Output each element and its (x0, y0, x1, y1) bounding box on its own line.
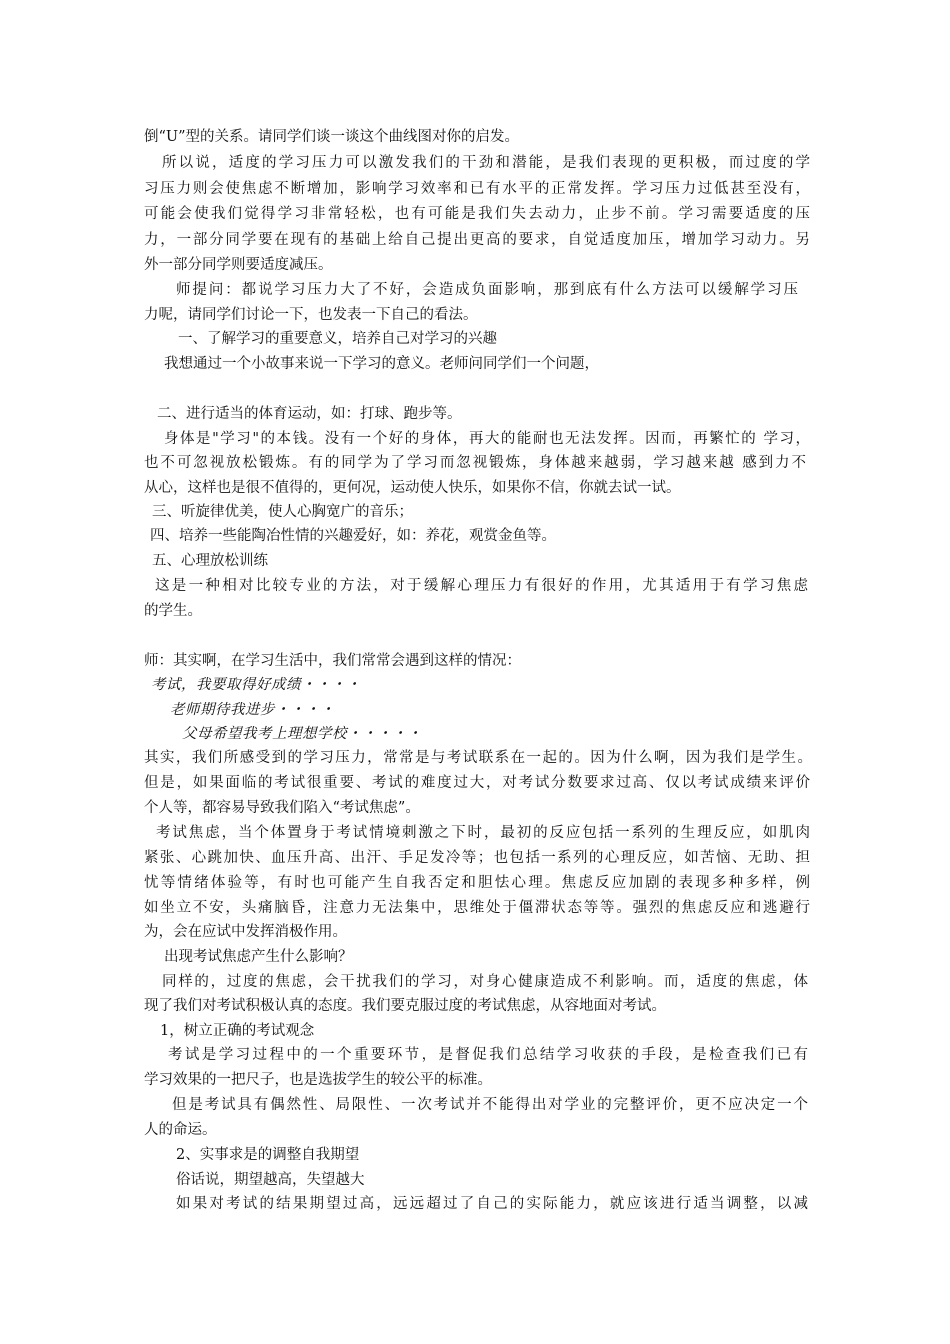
section-heading: 1，树立正确的考试观念 (160, 1023, 315, 1039)
text-line: 身体是"学习"的本钱。没有一个好的身体，再大的能耐也无法发挥。因而，再繁忙的 学习， (164, 431, 810, 447)
text-line: 的学生。 (144, 603, 202, 619)
text-line: 考试是学习过程中的一个重要环节，是督促我们总结学习收获的手段，是检查我们已有 (168, 1047, 808, 1063)
text-line: 力呢，请同学们讨论一下，也发表一下自己的看法。 (144, 307, 478, 323)
text-line: 人的命运。 (144, 1122, 217, 1138)
text-line: 如坐立不安，头痛脑昏，注意力无法集中，思维处于僵滞状态等等。强烈的焦虑反应和逃避行 (144, 900, 810, 916)
text-line: 这是一种相对比较专业的方法，对于缓解心理压力有很好的作用，尤其适用于有学习焦虑 (155, 578, 808, 594)
text-line: 忧等情绪体验等，有时也可能产生自我否定和胆怯心理。焦虑反应加剧的表现多种多样，例 (144, 875, 810, 891)
section-heading: 三、听旋律优美，使人心胸宽广的音乐； (152, 504, 413, 520)
quote-line: 老师期待我进步・・・・ (170, 702, 335, 718)
text-line: 其实，我们所感受到的学习压力，常常是与考试联系在一起的。因为什么啊，因为我们是学生。 (144, 750, 812, 766)
text-line: 外一部分同学则要适度减压。 (144, 257, 333, 273)
text-line: 师提问：都说学习压力大了不好，会造成负面影响，那到底有什么方法可以缓解学习压 (176, 282, 798, 298)
text-line: 考试焦虑，当个体置身于考试情境刺激之下时，最初的反应包括一系列的生理反应，如肌肉 (156, 825, 810, 841)
text-line: 但是，如果面临的考试很重要、考试的难度过大，对考试分数要求过高、仅以考试成绩来评价 (144, 775, 810, 791)
text-line: 习压力则会使焦虑不断增加，影响学习效率和已有水平的正常发挥。学习压力过低甚至没有， (144, 181, 810, 197)
section-heading: 2、实事求是的调整自我期望 (176, 1147, 360, 1163)
text-line: 力，一部分同学要在现有的基础上给自己提出更高的要求，自觉适度加压，增加学习动力。另 (144, 232, 810, 248)
text-line: 师：其实啊，在学习生活中，我们常常会遇到这样的情况： (144, 653, 521, 669)
text-line: 紧张、心跳加快、血压升高、出汗、手足发冷等；也包括一系列的心理反应，如苦恼、无助、担 (144, 850, 810, 866)
text-line: 出现考试焦虑产生什么影响？ (164, 949, 353, 965)
text-line: 倒“U”型的关系。请同学们谈一谈这个曲线图对你的启发。 (144, 129, 520, 145)
text-line: 为，会在应试中发挥消极作用。 (144, 924, 347, 940)
text-line: 同样的，过度的焦虑，会干扰我们的学习，对身心健康造成不利影响。而，适度的焦虑，体 (162, 974, 808, 990)
text-line: 所以说，适度的学习压力可以激发我们的干劲和潜能，是我们表现的更积极，而过度的学 (162, 155, 810, 171)
text-line: 现了我们对考试积极认真的态度。我们要克服过度的考试焦虑，从容地面对考试。 (144, 998, 666, 1014)
text-line: 如果对考试的结果期望过高，远远超过了自己的实际能力，就应该进行适当调整，以减 (176, 1196, 808, 1212)
text-line: 也不可忽视放松锻炼。有的同学为了学习而忽视锻炼，身体越来越弱，学习越来越 感到力不 (144, 455, 806, 471)
text-line: 可能会使我们觉得学习非常轻松，也有可能是我们失去动力，止步不前。学习需要适度的压 (144, 206, 810, 222)
section-heading: 二、进行适当的体育运动，如：打球、跑步等。 (157, 406, 462, 422)
quote-line: 考试，我要取得好成绩・・・・ (151, 677, 361, 693)
text-line: 我想通过一个小故事来说一下学习的意义。老师问同学们一个问题， (164, 356, 599, 372)
quote-line: 父母希望我考上理想学校・・・・・ (182, 726, 422, 742)
text-line: 学习效果的一把尺子，也是选拔学生的较公平的标准。 (144, 1072, 492, 1088)
text-line: 俗话说，期望越高，失望越大 (176, 1172, 365, 1188)
text-line: 个人等，都容易导致我们陷入“考试焦虑”。 (144, 800, 420, 816)
section-heading: 一、了解学习的重要意义，培养自己对学习的兴趣 (178, 331, 497, 347)
text-line: 从心，这样也是很不值得的，更何况，运动使人快乐，如果你不信，你就去试一试。 (144, 480, 681, 496)
section-heading: 四、培养一些能陶冶性情的兴趣爱好，如：养花，观赏金鱼等。 (150, 528, 556, 544)
section-heading: 五、心理放松训练 (152, 553, 268, 569)
text-line: 但是考试具有偶然性、局限性、一次考试并不能得出对学业的完整评价，更不应决定一个 (172, 1097, 808, 1113)
